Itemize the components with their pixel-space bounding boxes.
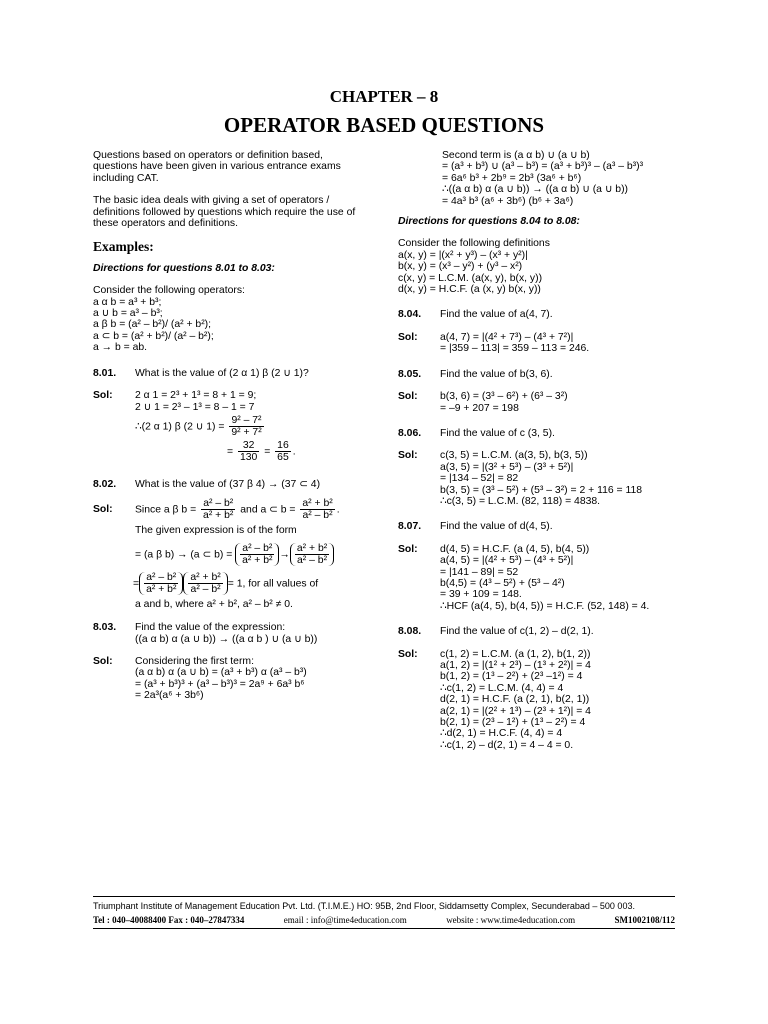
solution-line: Second term is (a α b) ∪ (a ∪ b) — [442, 150, 590, 161]
solution-label: Sol: — [93, 390, 113, 402]
definition-line: Consider the following definitions — [398, 238, 550, 250]
page-title: OPERATOR BASED QUESTIONS — [223, 113, 545, 137]
footer-website: website : www.time4education.com — [446, 915, 576, 925]
question-text: What is the value of (37 β 4) → (37 ⊂ 4) — [135, 478, 321, 490]
text-line: Questions based on operators or definition based, — [93, 150, 323, 161]
numerator: a² + b² — [302, 498, 333, 510]
solution-line — [135, 415, 373, 438]
solution-line: 2 α 1 = 2³ + 1³ = 8 + 1 = 9; — [135, 390, 257, 402]
solution-text: Since a β b = — [135, 504, 197, 516]
fraction — [201, 498, 235, 521]
numerator: 32 — [238, 440, 259, 452]
solution-line: = |134 – 52| = 82 — [440, 473, 519, 485]
solution-label: Sol: — [93, 655, 113, 667]
operator-def: a β b = (a² – b²)/ (a² + b²); — [93, 319, 212, 331]
solution-802 — [93, 498, 373, 610]
solution-line: d(4, 5) = H.C.F. (a (4, 5), b(4, 5)) — [440, 543, 590, 555]
question-802 — [93, 479, 373, 490]
solution-line: = $\frac{32}{130}$ = $\frac{16}{65}$ . — [227, 439, 296, 463]
numerator: 9² – 7² — [229, 415, 263, 427]
question-number: 8.03. — [93, 622, 117, 634]
text-line: questions have been given in various entrance exams — [93, 161, 341, 173]
solution-line: = –9 + 207 = 198 — [440, 402, 519, 414]
solution-line: ∴c(1, 2) = L.C.M. (4, 4) = 4 — [440, 682, 564, 694]
fraction — [300, 498, 334, 521]
solution-label: Sol: — [398, 543, 418, 555]
equals-sign: = — [227, 446, 234, 458]
solution-807 — [398, 544, 678, 612]
solution-line: a and b, where a² + b², a² – b² ≠ 0. — [135, 598, 293, 610]
solution-803 — [93, 656, 373, 702]
solution-804 — [398, 332, 678, 355]
solution-line: c(3, 5) = L.C.M. (a(3, 5), b(3, 5)) — [440, 450, 588, 462]
denominator: a² – b² — [302, 510, 333, 522]
solution-line: = (a β b) → (a ⊂ b) = $\frac{\text{a² – b²}}{\text{a² + b²}}$ → $\frac{\text{a² + b²}}{\text{a² – b²}}$ — [135, 543, 373, 566]
solution-line: Since a β b = $\frac{\text{a² – b²}}{\text{a² + b²}}$ and a ⊂ b = $\frac{\text{a² + b²}}{\text{a² – b²}}$ . — [135, 498, 340, 522]
numerator: a² – b² — [144, 572, 178, 584]
question-text: Find the value of the expression: — [135, 622, 286, 634]
bracketed-fraction — [235, 543, 279, 566]
question-number: 8.01. — [93, 367, 117, 379]
definition-line: d(x, y) = H.C.F. (a (x, y) b(x, y)) — [398, 284, 541, 296]
operator-def: a → b = ab. — [93, 342, 148, 354]
solution-line: (a α b) α (a ∪ b) = (a³ + b³) α (a³ – b³) — [135, 667, 307, 679]
directions-801-803: Directions for questions 8.01 to 8.03: — [93, 262, 275, 274]
denominator: 9² + 7² — [231, 426, 262, 438]
question-text: What is the value of (2 α 1) β (2 ∪ 1)? — [135, 367, 309, 379]
chapter-label: CHAPTER – 8 — [329, 87, 439, 106]
solution-label: Sol: — [398, 648, 418, 660]
solution-line: = (a³ + b³) ∪ (a³ – b³) = (a³ + b³)³ – (a³ – b³)³ — [442, 161, 644, 173]
solution-text: ∴(2 α 1) β (2 ∪ 1) = — [135, 421, 225, 433]
question-808 — [398, 626, 678, 637]
solution-808 — [398, 649, 678, 752]
text-line: these operators and definitions. — [93, 218, 238, 230]
question-text: Find the value of a(4, 7). — [440, 309, 553, 321]
solution-text: = (a β b) → (a ⊂ b) = — [135, 548, 233, 560]
denominator: 130 — [239, 451, 258, 463]
solution-line: ∴c(1, 2) – d(2, 1) = 4 – 4 = 0. — [440, 739, 574, 751]
examples-heading: Examples: — [93, 239, 154, 255]
fraction — [238, 440, 259, 463]
operator-def: a α b = a³ + b³; — [93, 296, 162, 308]
denominator: a² – b² — [190, 583, 221, 595]
footer-code: SM1002108/112 — [614, 915, 675, 925]
question-number: 8.04. — [398, 309, 422, 321]
solution-line: a(2, 1) = |(2² + 1³) – (2³ + 1²)| = 4 — [440, 705, 591, 717]
numerator: a² – b² — [240, 543, 274, 555]
question-text: Find the value of b(3, 6). — [440, 368, 553, 380]
solution-label: Sol: — [398, 331, 418, 343]
solution-line: ∴d(2, 1) = H.C.F. (4, 4) = 4 — [440, 728, 563, 740]
solution-line: = $\frac{\text{a² – b²}}{\text{a² + b²}}$ $\frac{\text{a² + b²}}{\text{a² – b²}}$ = 1, for all values of — [133, 571, 319, 595]
solution-text: = 1, for all values of — [227, 577, 319, 589]
solution-text: and a ⊂ b = — [240, 504, 296, 516]
definition-line: c(x, y) = L.C.M. (a(x, y), b(x, y)) — [398, 272, 543, 284]
definition-line: b(x, y) = (x³ – y²) + (y³ – x²) — [398, 261, 523, 273]
question-803 — [93, 622, 373, 645]
numerator: a² + b² — [296, 542, 328, 554]
solution-line: d(2, 1) = H.C.F. (a (2, 1), b(2, 1)) — [440, 694, 590, 706]
question-number: 8.02. — [93, 478, 117, 490]
solution-line: b(4,5) = (4³ – 5²) + (5³ – 4²) — [440, 577, 565, 589]
solution-label: Sol: — [398, 450, 418, 462]
text-line: definitions followed by questions which require the use of — [93, 206, 356, 218]
footer-email: email : info@time4education.com — [283, 915, 407, 925]
operator-def: a ∪ b = a³ – b³; — [93, 308, 163, 320]
solution-line: a(4, 5) = |(4² + 5³) – (4³ + 5²)| — [440, 555, 574, 567]
definitions-list — [398, 238, 678, 295]
question-text: Find the value of c(1, 2) – d(2, 1). — [440, 626, 594, 638]
denominator: a² + b² — [146, 583, 177, 595]
denominator: a² + b² — [203, 510, 234, 522]
right-column — [398, 150, 678, 751]
text-line: including CAT. — [93, 172, 159, 184]
bracketed-fraction — [183, 572, 227, 595]
question-807 — [398, 521, 678, 532]
solution-line: = 6a⁶ b³ + 2b⁹ = 2b³ (3a⁶ + b⁶) — [442, 172, 582, 184]
solution-line: b(1, 2) = (1³ – 2²) + (2³ –1²) = 4 — [440, 671, 583, 683]
footer-phone: Tel : 040–40088400 Fax : 040–27847334 — [93, 915, 245, 925]
footer-contact — [93, 913, 675, 927]
solution-line: a(3, 5) = |(3² + 5³) – (3³ + 5²)| — [440, 461, 574, 473]
intro-paragraph-1 — [93, 150, 373, 184]
solution-line: = 2a³(a⁶ + 3b⁶) — [135, 690, 204, 702]
question-text: Find the value of d(4, 5). — [440, 521, 553, 533]
solution-805 — [398, 391, 678, 414]
solution-line: c(1, 2) = L.C.M. (a (1, 2), b(1, 2)) — [440, 648, 591, 660]
intro-paragraph-2 — [93, 195, 373, 229]
definition-line: a(x, y) = |(x² + y³) – (x³ + y²)| — [398, 249, 528, 261]
page-footer — [93, 896, 675, 929]
denominator: a² – b² — [297, 554, 328, 566]
solution-line: ∴((a α b) α (a ∪ b)) → ((a α b) ∪ (a ∪ b)) — [442, 184, 629, 196]
fraction — [275, 440, 291, 463]
solution-806 — [398, 450, 678, 507]
question-number: 8.05. — [398, 368, 422, 380]
operator-list — [93, 297, 373, 354]
solution-line: b(3, 5) = (3³ – 5²) + (5³ – 3²) = 2 + 116 = 118 — [440, 484, 643, 496]
question-text: Find the value of c (3, 5). — [440, 427, 555, 439]
denominator: 65 — [277, 451, 289, 463]
question-expression: ((a α b) α (a ∪ b)) → ((a α b ) ∪ (a ∪ b)) — [135, 633, 318, 645]
solution-line: = (a³ + b³)³ + (a³ – b³)³ = 2a⁹ + 6a³ b⁶ — [135, 678, 305, 690]
numerator: a² – b² — [201, 498, 235, 510]
solution-line: ∴c(3, 5) = L.C.M. (82, 118) = 4838. — [440, 495, 601, 507]
text-line: Consider the following operators: — [93, 285, 245, 297]
numerator: 16 — [277, 439, 289, 451]
equals-sign: = — [264, 446, 271, 458]
footer-rule — [93, 928, 675, 929]
question-number: 8.07. — [398, 521, 422, 533]
fraction — [229, 415, 263, 438]
solution-line: = 39 + 109 = 148. — [440, 589, 522, 601]
solution-line: b(3, 6) = (3³ – 6²) + (6³ – 3²) — [440, 391, 568, 403]
question-801 — [93, 368, 373, 379]
footer-rule — [93, 896, 675, 897]
bracketed-fraction — [290, 543, 334, 566]
second-term-block — [442, 150, 678, 207]
solution-line: b(2, 1) = (2³ – 1²) + (1³ – 2²) = 4 — [440, 717, 586, 729]
bracketed-fraction — [139, 572, 183, 595]
solution-line: ∴HCF (a(4, 5), b(4, 5)) = H.C.F. (52, 148) = 4. — [440, 600, 650, 612]
question-806 — [398, 428, 678, 439]
solution-line: = 4a³ b³ (a⁶ + 3b⁶) (b⁶ + 3a⁶) — [442, 195, 574, 207]
solution-line: = |359 – 113| = 359 – 113 = 246. — [440, 343, 590, 355]
denominator: a² + b² — [242, 554, 273, 566]
solution-line: a(1, 2) = |(1² + 2³) – (1³ + 2²)| = 4 — [440, 660, 591, 671]
left-column — [93, 150, 373, 702]
solution-801 — [93, 390, 373, 463]
solution-line: The given expression is of the form — [135, 525, 297, 537]
text-line: The basic idea deals with giving a set of operators / — [93, 195, 330, 207]
solution-line: = |141 – 89| = 52 — [440, 566, 519, 578]
solution-line: Considering the first term: — [135, 655, 254, 667]
footer-address: Triumphant Institute of Management Education Pvt. Ltd. (T.I.M.E.) HO: 95B, 2nd Floor, Siddamsetty Complex, Secunderabad – 500 003. — [93, 901, 635, 911]
operator-def: a ⊂ b = (a² + b²)/ (a² – b²); — [93, 330, 214, 342]
directions-804-808: Directions for questions 8.04 to 8.08: — [398, 216, 580, 228]
solution-label: Sol: — [398, 391, 418, 403]
question-805 — [398, 369, 678, 380]
numerator: a² + b² — [190, 571, 221, 583]
solution-line: 2 ∪ 1 = 2³ – 1³ = 8 – 1 = 7 — [135, 401, 255, 413]
solution-label: Sol: — [93, 504, 113, 516]
question-number: 8.08. — [398, 626, 422, 638]
question-804 — [398, 309, 678, 320]
question-number: 8.06. — [398, 427, 422, 439]
solution-line: a(4, 7) = |(4² + 7³) – (4³ + 7²)| — [440, 331, 574, 343]
